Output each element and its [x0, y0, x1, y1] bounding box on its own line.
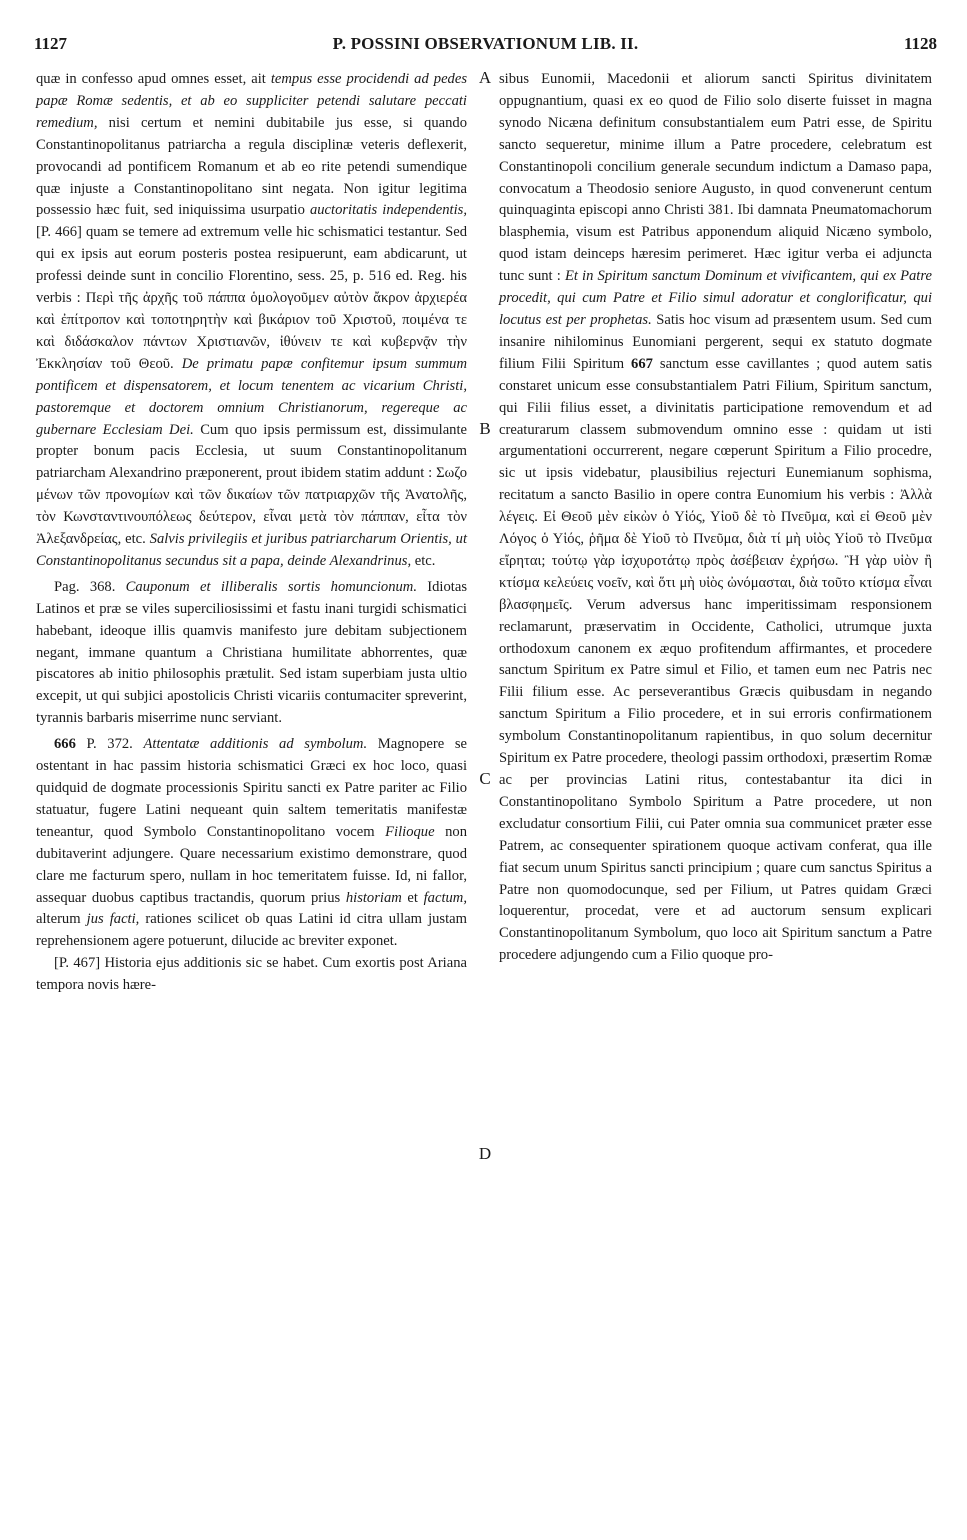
- margin-marker-c: C: [479, 769, 491, 788]
- paragraph-pag-368: Pag. 368. Cauponum et illiberalis sortis homuncionum. Idiotas Latinos et præ se viles superciliosissimi et fastu inani turgidi schismatici habebant, ideoque illis quamvis manifesto jure debitam subjectionem negant, immane quantum a Christiana humilitate abhorrentes, quæ piscatores ab initio philosophis prætulit. Sed istam superbiam justa ultio excepit, ut qui subjici apostolicis Christi vicariis contumaciter spreverint, tyrannis barbaris miserrime nunc serviant.: [36, 578, 467, 727]
- running-title: P. POSSINI OBSERVATIONUM LIB. II.: [332, 34, 639, 53]
- paragraph-confession: quæ in confesso apud omnes esset, ait tempus esse procidendi ad pedes papæ Romæ sedentis, et ab eo suppliciter petendi salutare peccati remedium, nisi certum et nemini dubitabile jus esse, si quando Constantinopolitanus patriarcha a regula disciplinæ veteris deflexerit, provocandi ad pontificem Romanum et ab eo rite petendi sumendique quæ injuste a Constantinopolitano sint negata. Non igitur legitima possessio hæc fuit, sed iniquissima usurpatio auctoritatis independentis, [P. 466] quam se temere ad extremum velle hic schismatici testantur. Sed qui ex ipsis aut eorum posteris postea resipuerunt, eam abdicarunt, ut professi deinde sunt in concilio Florentino, sess. 25, p. 516 ed. Reg. his verbis : Περὶ τῆς ἀρχῆς τοῦ πάππα ὁμολογοῦμεν αὐτὸν ἄκρον ἀρχιερέα καὶ ἐπίτροπον καὶ τοποτηρητὴν καὶ βικάριον τοῦ Χριστοῦ, ποιμένα τε καὶ διδάσκαλον πάντων Χριστιανῶν, ἰθύνειν τε καὶ κυβερνᾷν τὴν Ἐκκλησίαν τοῦ Θεοῦ. De primatu papæ confitemur ipsum summum pontificem et dispensatorem, et locum tenentem ac vicarium Christi, pastoremque et doctorem omnium Christianorum, regereque ac gubernare Ecclesiam Dei. Cum quo ipsis permissum est, dissimulante propter bonum pacis Ecclesia, ut suum Constantinopolitanum patriarcham Alexandrino præponerent, prout ibidem statim addunt : Σωζο μένων τῶν προνομίων καὶ τῶν δικαίων τῶν πατριαρχῶν τῆς Ἀνατολῆς, τὸν Κωνσταντινουπόλεως δεύτερον, εἶναι μετὰ τὸν πάππαν, εἶτα τὸν Ἀλεξανδρείας, etc. Salvis privilegiis et juribus patriarcharum Orientis, ut Constantinopolitanus secundus sit a papa, deinde Alexandrinus, etc.: [36, 71, 468, 569]
- page-number-right: 1128: [903, 34, 937, 53]
- paragraph-666: 666 P. 372. Attentatæ additionis ad symbolum. Magnopere se ostentant in hac passim historia schismatici Græci ex hoc loco, quasi quidquid de dogmate processionis Spiritu sancti ex Patre pariter ac Filio statuatur, fugere Latini nequeant quin saltem temeritatis manifestæ teneantur, quod Symbolo Constantinopolitano vocem Filioque non dubitaverint adjungere. Quare necessarium existimo demonstrare, quod clare me facturum spero, nullam in hoc temeritatem fuisse. Id, ni fallor, assequar duobus captibus tractandis, quorum prius historiam et factum, alterum jus facti, rationes scilicet ob quas Latini id citra ullam justam reprehensionem agere potuerunt, dilucide ac breviter exponet.: [36, 736, 467, 950]
- paragraph-constantinople: sibus Eunomii, Macedonii et aliorum sancti Spiritus divinitatem oppugnantium, quasi ex eo quod de Filio solo diserte fuisset in magna synodo Nicæna definitum consubstantialem eum Patri esse, de Spiritu sancto sequeretur, minime illum a Patre procedere, celebratum est Constantinopoli concilium generale secundum indictum a Damaso papa, convocatum a Theodosio seniore Augusto, in quod convenerunt centum quinquaginta episcopi anno Christi 381. Ibi damnata Pneumatomachorum blasphemia, visum est Patribus apponendum aliquid Nicæno symbolo, quod istam deinceps hæresim perimeret. Hæc igitur verba ei adjuncta tunc sunt : Et in Spiritum sanctum Dominum et vivificantem, qui ex Patre procedit, qui cum Patre et Filio simul adoratur et conglorificatur, qui locutus est per prophetas. Satis hoc visum ad præsentem usum. Sed cum insanire nihilominus Eunomiani pergerent, sequi ex statuto dogmate filium Filii Spiritum 667 sanctum esse cavillantes ; quod autem satis constaret unicum esse consubstantialem Patri Filium, Spiritum sanctum, qui Filii filius esset, a divinitatis participatione removendum et ad creaturarum classem submovendum omnino esse : quidam ut isti argumentationi occurrerent, negare cœperunt Spiritum a Filio procedre, sic ut ipsis videbatur, plausibilius rejecturi Eunemianum sophisma, recitatum a sancto Basilio in opere contra Eunomium his verbis : Ἀλλὰ λέγεις. Εἰ Θεοῦ μὲν εἰκὼν ὁ Υἱός, Υἱοῦ δὲ τὸ Πνεῦμα, καὶ εἰ Θεοῦ μὲν Λόγος ὁ Υἱός, ῥῆμα δὲ Υἱοῦ τὸ Πνεῦμα, διὰ τί μὴ υἱὸς Υἱοῦ τὸ Πνεῦμα εἴρηται; τούτῳ γὰρ ἰσχυροτάτῳ πρὸς ἀσέβειαν ἐχρήσω. Ἢ γὰρ υἱὸν ἢ κτίσμα κελεύεις νοεῖν, καὶ ὅτι μὴ υἱὸς ὠνόμασται, διὰ τοῦτο κτίσμα εἶναι βλασφημεῖς. Verum adversus hanc imperitissimam responsionem reclamarunt, præservatim in Occidente, Catholici, utrumque juxta orthodoxum canonem ex æquo profitendum affirmantes, et procedere sanctum Spiritum ex Patre simul et Filio, et tamen eum nec Patris nec Filii filium esse. Ac perseverantibus Græcis quibusdam in negando sanctum Spiritum a Filio procedere, et in sui erroris confirmationem symbolum Constantinopolitanum rapientibus, in quo solum decernitur Spiritum ex Patre procedere, theologi passim orthodoxi, præsertim Romæ ac per provincias Latini ritus, contestabantur ita dici in Constantinopolitano Symbolo Spiritum a Patre procedere, ut non excludatur consortium Filii, cui Pater omnia sua communicet præter esse Patrem, ac consequenter spirationem quoque activam conferat, qua ille fiat secum unum Spiritus sancti principium ; quare cum sanctus Spiritus a Patre non quomodocunque, sed per Filium, ut Patres quidam Græci loquerentur, procedat, vere et ad auctorum sensum explicari Constantinopolitanum Symbolum, quo loco ait Spiritum sanctum a Patre procedere adjungendo cum a Filio quoque pro-: [499, 71, 932, 964]
- margin-marker-d: D: [478, 1144, 492, 1163]
- page-number-left: 1127: [34, 34, 68, 53]
- right-column: [499, 69, 932, 967]
- paragraph-historia: [P. 467] Historia ejus additionis sic se habet. Cum exortis post Ariana tempora novis hære-: [36, 955, 467, 994]
- page-header: [34, 34, 937, 58]
- margin-marker-a: A: [478, 68, 492, 87]
- margin-marker-b: B: [479, 419, 491, 438]
- left-column: [36, 69, 467, 997]
